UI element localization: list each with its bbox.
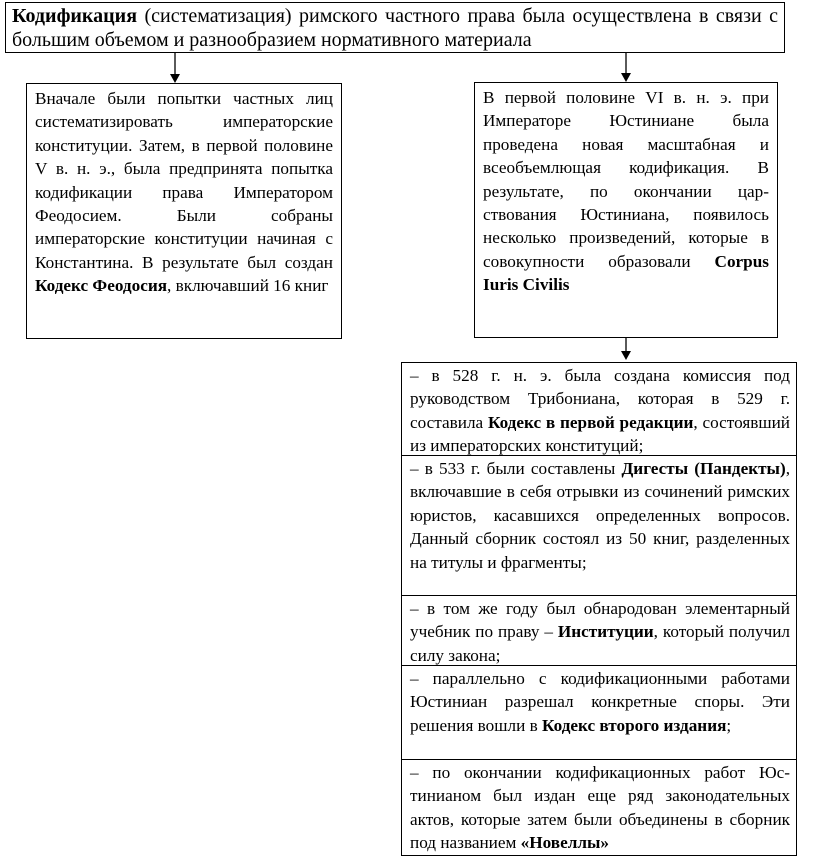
list-item-code-second-edition [401, 665, 797, 760]
right-text-1: В первой половине VI в. н. э. при Императоре Юстиниане была проведена новая масштабная и всеобъемлющая кодификация. В результате, по окончании царствования Юстиниана, появилось несколько произведений, которые в совокупности образовали [483, 88, 769, 271]
list-item-institutes [401, 595, 797, 666]
list-item-digests [401, 455, 797, 596]
list-item-code-first-edition [401, 362, 797, 456]
item1-text-2: , состоявший из императорских конституций; [410, 412, 791, 456]
header-title-rest: (систематизация) римского частного права была осуществлена в связи с большим объемом и разнообразием нормативного материала [12, 5, 778, 51]
left-box-theodosius [26, 83, 342, 339]
item4-text-1: – параллельно с кодификационными работами Юстиниан разрешал конкретные споры. Эти решения вошли в [410, 669, 790, 735]
left-bold-1: Кодекс Феодосия [35, 276, 168, 296]
item3-text-1: – в том же году был обнародован элементарный учебник по праву – [410, 599, 790, 642]
item2-bold-1: Дигесты (Пандекты) [621, 459, 786, 478]
header-box [5, 2, 785, 53]
left-text-2: , включавший 16 книг [167, 276, 329, 296]
item4-text-2: ; [726, 715, 732, 735]
item3-bold-1: Институции [557, 622, 654, 642]
item2-text-2: , включавшие в себя отрывки из сочинений римских юристов, касавшихся определенных вопросов. Данный сборник состоял из 50 книг, разделенных на титулы и фрагменты; [410, 459, 790, 572]
item5-text-1: – по окончании кодификационных работ Юстинианом был издан еще ряд законодательных актов, которые затем были объединены в сборник под названием [410, 763, 790, 853]
item3-text-2: , который получил силу закона; [410, 622, 790, 665]
right-box-justinian [474, 82, 778, 338]
header-title-bold: Кодификация [12, 5, 138, 27]
list-item-novels [401, 759, 797, 856]
item1-bold-1: Кодекс в первой редакции [487, 412, 694, 432]
item2-text-1: – в 533 г. были составлены [410, 459, 622, 478]
item4-bold-1: Кодекс второго издания [542, 715, 727, 735]
item5-bold-1: «Новеллы» [520, 833, 610, 853]
left-text-1: Вначале были попытки частных лиц систематизировать императорские конституции. Затем, в первой половине V в. н. э., была предпринята попытка кодификации права Императором Феодосием. Были собраны императорские конституции начиная с Константина. В результате был создан [35, 89, 333, 272]
item1-text-1: – в 528 г. н. э. была создана комиссия под руководством Трибониана, которая в 529 г. составила [410, 366, 790, 432]
right-bold-1: Corpus Iuris Civilis [483, 251, 769, 295]
